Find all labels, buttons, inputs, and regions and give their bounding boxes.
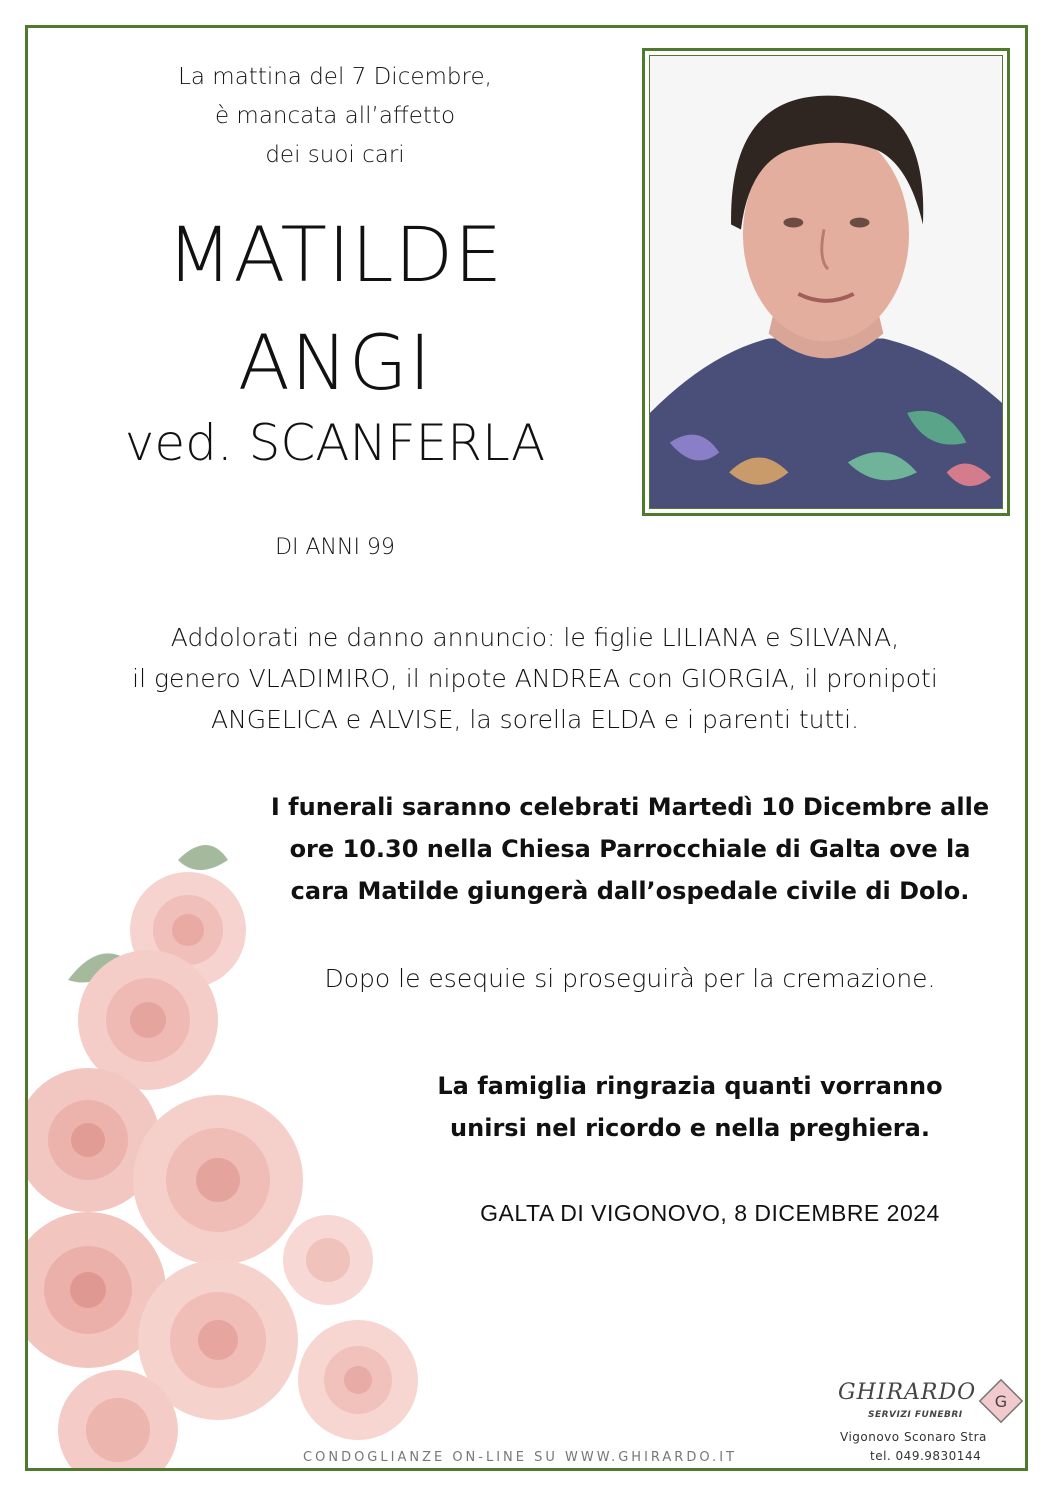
portrait-illustration — [650, 56, 1002, 508]
portrait-photo — [649, 55, 1003, 509]
family-thanks — [400, 1065, 980, 1149]
announcement-line: ANGELICA e ALVISE, la sorella ELDA e i parenti tutti. — [210, 705, 859, 734]
age: DI ANNI 99 — [275, 535, 395, 560]
announcement-line: il genero VLADIMIRO, il nipote ANDREA con GIORGIA, il pronipoti — [132, 664, 938, 693]
place-date: GALTA DI VIGONOVO, 8 DICEMBRE 2024 — [480, 1200, 940, 1226]
cremation-note: Dopo le esequie si proseguirà per la cremazione. — [324, 964, 936, 993]
company-address: Vigonovo Sconaro Stra — [840, 1430, 987, 1444]
thanks-line: unirsi nel ricordo e nella preghiera. — [450, 1114, 930, 1142]
funeral-line: cara Matilde giungerà dall’ospedale civile di Dolo. — [290, 877, 970, 905]
deceased-last-name: ANGI — [237, 318, 433, 407]
deceased-first-name: MATILDE — [166, 210, 504, 299]
announcement — [90, 617, 980, 740]
intro-text — [130, 58, 540, 175]
funeral-line: I funerali saranno celebrati Martedì 10 Dicembre alle — [270, 793, 990, 821]
thanks-line: La famiglia ringrazia quanti vorranno — [437, 1072, 943, 1100]
intro-line: dei suoi cari — [265, 142, 405, 168]
company-name: GHIRARDO — [838, 1380, 977, 1405]
intro-line: è mancata all’affetto — [214, 103, 456, 129]
company-subtitle: SERVIZI FUNEBRI — [868, 1410, 963, 1420]
funeral-line: ore 10.30 nella Chiesa Parrocchiale di Galta ove la — [289, 835, 971, 863]
condolences-online: CONDOGLIANZE ON-LINE SU WWW.GHIRARDO.IT — [303, 1450, 737, 1465]
portrait-frame — [642, 48, 1010, 516]
roses-decoration — [28, 820, 448, 1468]
company-phone: tel. 049.9830144 — [870, 1449, 982, 1463]
monogram-letter: G — [994, 1392, 1008, 1411]
company-monogram-icon — [978, 1378, 1024, 1424]
intro-line: La mattina del 7 Dicembre, — [178, 64, 492, 90]
announcement-line: Addolorati ne danno annuncio: le figlie LILIANA e SILVANA, — [170, 623, 900, 652]
widow-of: ved. SCANFERLA — [124, 414, 546, 472]
